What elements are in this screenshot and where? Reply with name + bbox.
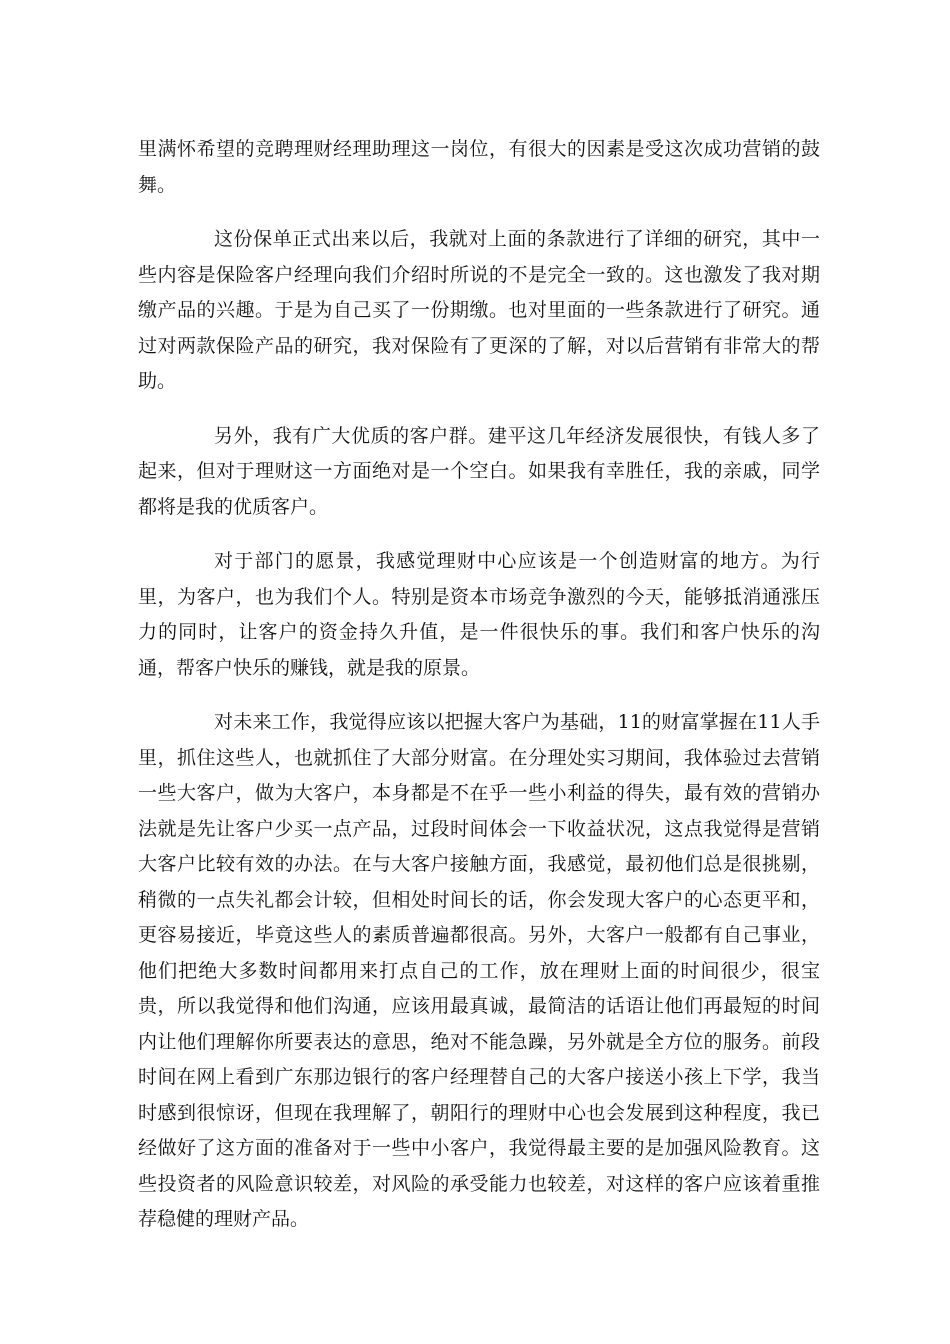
- paragraph-department-vision: 对于部门的愿景，我感觉理财中心应该是一个创造财富的地方。为行里，为客户，也为我们个人。特别是资本市场竞争激烈的今天，能够抵消通涨压力的同时，让客户的资金持久升值，是一件很快乐的事。我们和客户快乐的沟通，帮客户快乐的赚钱，就是我的原景。: [138, 550, 820, 679]
- paragraph-policy-research: 这份保单正式出来以后，我就对上面的条款进行了详细的研究，其中一些内容是保险客户经理向我们介绍时所说的不是完全一致的。这也激发了我对期缴产品的兴趣。于是为自己买了一份期缴。也对里面的一些条款进行了研究。通过对两款保险产品的研究，我对保险有了更深的了解，对以后营销有非常大的帮助。: [138, 228, 820, 392]
- paragraph-continuation: 里满怀希望的竞聘理财经理助理这一岗位，有很大的因素是受这次成功营销的鼓舞。: [138, 138, 820, 196]
- paragraph-future-work: 对未来工作，我觉得应该以把握大客户为基础，11的财富掌握在11人手里，抓住这些人，也就抓住了大部分财富。在分理处实习期间，我体验过去营销一些大客户，做为大客户，本身都是不在乎一些小利益的得失，最有效的营销办法就是先让客户少买一点产品，过段时间体会一下收益状况，这点我觉得是营销大客户比较有效的办法。在与大客户接触方面，我感觉，最初他们总是很挑剔，稍微的一点失礼都会计较，但相处时间长的话，你会发现大客户的心态更平和，更容易接近，毕竟这些人的素质普遍都很高。另外，大客户一般都有自己事业，他们把绝大多数时间都用来打点自己的工作，放在理财上面的时间很少，很宝贵，所以我觉得和他们沟通，应该用最真诚，最简洁的话语让他们再最短的时间内让他们理解你所要表达的意思，绝对不能急躁，另外就是全方位的服务。前段时间在网上看到广东那边银行的客户经理替自己的大客户接送小孩上下学，我当时感到很惊讶，但现在我理解了，朝阳行的理财中心也会发展到这种程度，我已经做好了这方面的准备对于一些中小客户，我觉得最主要的是加强风险教育。这些投资者的风险意识较差，对风险的承受能力也较差，对这样的客户应该着重推荐稳健的理财产品。: [138, 711, 820, 1230]
- paragraph-client-base: 另外，我有广大优质的客户群。建平这几年经济发展很快，有钱人多了起来，但对于理财这一方面绝对是一个空白。如果我有幸胜任，我的亲戚，同学都将是我的优质客户。: [138, 424, 820, 518]
- document-body: [138, 132, 820, 1257]
